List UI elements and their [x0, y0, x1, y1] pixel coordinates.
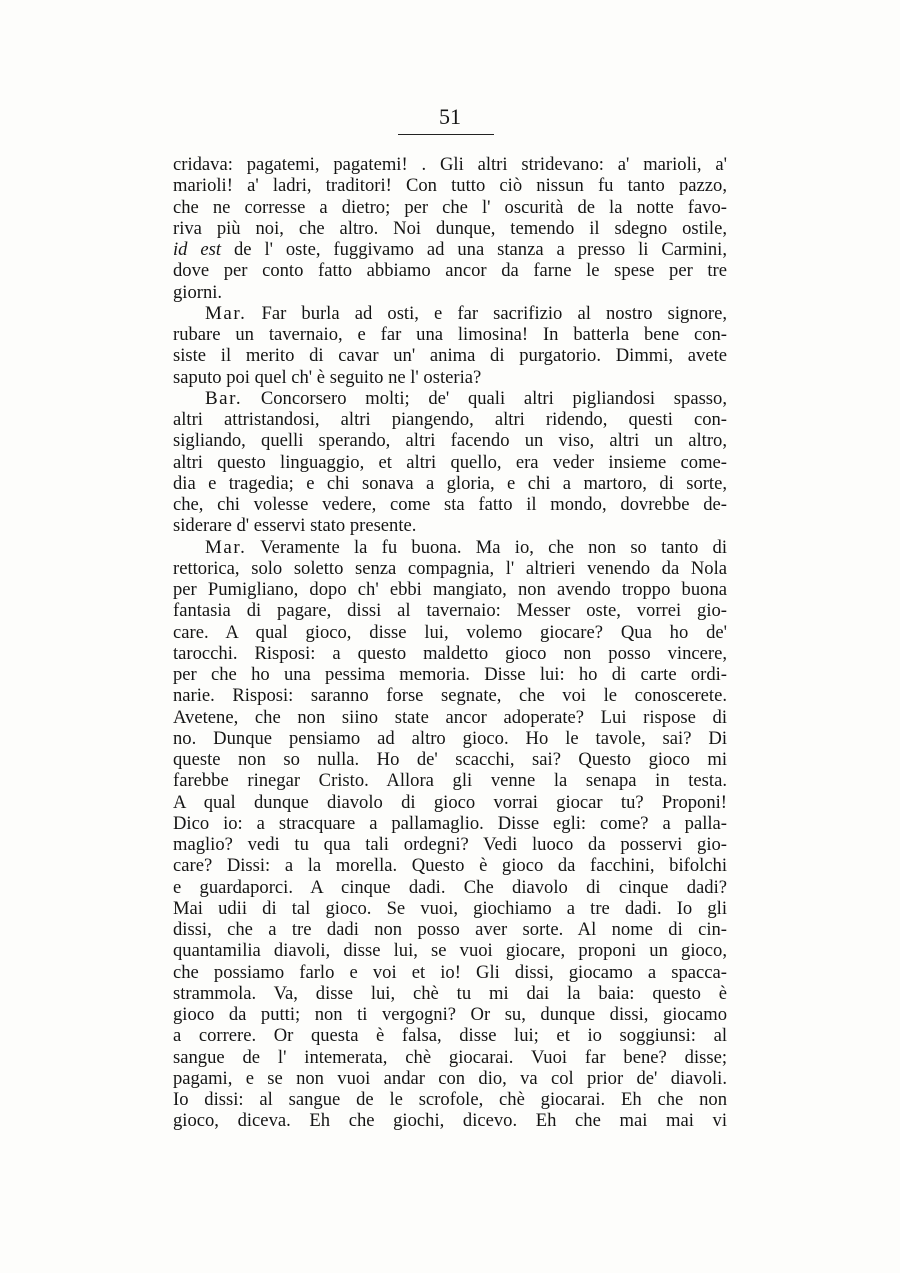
line-text: Io dissi: al sangue de le scrofole, chè giocarai. Eh che non: [173, 1089, 727, 1110]
text-line: [173, 494, 727, 515]
text-line: [173, 260, 727, 281]
body-text: [173, 154, 727, 1132]
line-text: de l' oste, fuggivamo ad una stanza a presso li Carmini,: [221, 239, 727, 260]
text-line: [173, 877, 727, 898]
page-number: 51: [439, 104, 461, 129]
text-line: [173, 409, 727, 430]
line-text: narie. Risposi: saranno forse segnate, che voi le conoscerete.: [173, 685, 727, 707]
text-line: [173, 643, 727, 664]
text-line: [173, 600, 727, 621]
line-text: saputo poi quel ch' è seguito ne l' osteria?: [173, 366, 482, 388]
line-text: Concorsero molti; de' quali altri pigliandosi spasso,: [242, 387, 727, 409]
line-text: care? Dissi: a la morella. Questo è gioco da facchini, bifolchi: [173, 855, 727, 877]
line-text: altri questo linguaggio, et altri quello, era veder insieme come-: [173, 451, 727, 473]
text-line: [173, 367, 727, 388]
text-line: [173, 558, 727, 579]
text-line: [173, 218, 727, 239]
line-text: Veramente la fu buona. Ma io, che non so tanto di: [246, 536, 727, 558]
line-text: dove per conto fatto abbiamo ancor da farne le spese per tre: [173, 260, 727, 282]
line-text: sangue de l' intemerata, chè giocarai. Vuoi far bene? disse;: [173, 1046, 727, 1068]
line-text: sigliando, quelli sperando, altri facendo un viso, altri un altro,: [173, 430, 727, 452]
line-text: rubare un tavernaio, e far una limosina! In batterla bene con-: [173, 324, 727, 345]
text-line: [173, 537, 727, 558]
text-line: [173, 749, 727, 770]
text-line: [173, 962, 727, 983]
line-text: marioli! a' ladri, traditori! Con tutto ciò nissun fu tanto pazzo,: [173, 175, 727, 197]
text-line: [173, 239, 727, 260]
line-text: tarocchi. Risposi: a questo maldetto gioco non posso vincere,: [173, 642, 727, 664]
text-line: [173, 770, 727, 791]
text-line: [173, 452, 727, 473]
line-text: fantasia di pagare, dissi al tavernaio: Messer oste, vorrei gio-: [173, 600, 727, 622]
line-text: per Pumigliano, dopo ch' ebbi mangiato, non avendo troppo buona: [173, 579, 727, 600]
line-text: cridava: pagatemi, pagatemi! . Gli altri stridevano: a' marioli, a': [173, 154, 727, 175]
line-text: care. A qual gioco, disse lui, volemo giocare? Qua ho de': [173, 621, 727, 643]
line-text: altri attristandosi, altri piangendo, altri ridendo, questi con-: [173, 409, 727, 430]
text-line: [173, 919, 727, 940]
text-line: [173, 792, 727, 813]
line-text: e guardaporci. A cinque dadi. Che diavolo di cinque dadi?: [173, 876, 727, 898]
text-line: [173, 664, 727, 685]
text-line: [173, 622, 727, 643]
text-line: [173, 813, 727, 834]
line-text: Mai udii di tal gioco. Se vuoi, giochiamo a tre dadi. Io gli: [173, 897, 727, 919]
text-line: [173, 1025, 727, 1046]
line-text: Far burla ad osti, e far sacrifizio al nostro signore,: [246, 302, 727, 324]
text-line: [173, 1047, 727, 1068]
line-text: queste non so nulla. Ho de' scacchi, sai? Questo gioco mi: [173, 749, 727, 770]
line-text: siderare d' esservi stato presente.: [173, 515, 417, 537]
text-line: [173, 430, 727, 451]
speaker-label: Mar.: [205, 536, 247, 558]
line-text: a correre. Or questa è falsa, disse lui; et io soggiunsi: al: [173, 1025, 727, 1047]
text-line: [173, 282, 727, 303]
speaker-label: Bar.: [205, 387, 243, 409]
text-line: [173, 707, 727, 728]
line-text: siste il merito di cavar un' anima di purgatorio. Dimmi, avete: [173, 345, 727, 367]
line-text: gioco da putti; non ti vergogni? Or su, dunque dissi, giocamo: [173, 1004, 727, 1025]
text-line: [173, 1089, 727, 1110]
line-text: gioco, diceva. Eh che giochi, dicevo. Eh che mai mai vi: [173, 1110, 727, 1132]
text-line: [173, 834, 727, 855]
text-line: [173, 388, 727, 409]
text-line: [173, 154, 727, 175]
text-line: [173, 855, 727, 876]
line-text: che possiamo farlo e voi et io! Gli dissi, giocamo a spacca-: [173, 961, 727, 983]
text-line: [173, 175, 727, 196]
line-text: pagami, e se non vuoi andar con dio, va col prior de' diavoli.: [173, 1067, 727, 1089]
line-text: per che ho una pessima memoria. Disse lui: ho di carte ordi-: [173, 664, 727, 685]
text-line: [173, 983, 727, 1004]
text-line: [173, 515, 727, 536]
line-text: strammola. Va, disse lui, chè tu mi dai la baia: questo è: [173, 982, 727, 1004]
text-line: [173, 685, 727, 706]
text-line: [173, 1004, 727, 1025]
line-text: maglio? vedi tu qua tali ordegni? Vedi luoco da posservi gio-: [173, 834, 727, 855]
text-line: [173, 940, 727, 961]
text-line: [173, 1068, 727, 1089]
text-line: [173, 197, 727, 218]
line-text: Avetene, che non siino state ancor adoperate? Lui rispose di: [173, 706, 727, 728]
text-line: [173, 579, 727, 600]
text-line: [173, 473, 727, 494]
text-line: [173, 324, 727, 345]
line-text: che ne corresse a dietro; per che l' oscurità de la notte favo-: [173, 196, 727, 218]
text-line: [173, 303, 727, 324]
line-text: giorni.: [173, 281, 223, 303]
text-line: [173, 1110, 727, 1131]
line-text: rettorica, solo soletto senza compagnia, l' altrieri venendo da Nola: [173, 557, 727, 579]
speaker-label: Mar.: [205, 302, 247, 324]
line-text: A qual dunque diavolo di gioco vorrai giocar tu? Proponi!: [173, 791, 727, 813]
line-text: dia e tragedia; e chi sonava a gloria, e chi a martoro, di sorte,: [173, 472, 727, 494]
text-line: [173, 728, 727, 749]
line-text: quantamilia diavoli, disse lui, se vuoi giocare, proponi un gioco,: [173, 940, 727, 962]
line-text: farebbe rinegar Cristo. Allora gli venne la senapa in testa.: [173, 770, 727, 792]
line-text: dissi, che a tre dadi non posso aver sorte. Al nome di cin-: [173, 919, 727, 940]
text-line: [173, 345, 727, 366]
line-text: che, chi volesse vedere, come sta fatto il mondo, dovrebbe de-: [173, 494, 727, 515]
line-text: no. Dunque pensiamo ad altro gioco. Ho le tavole, sai? Di: [173, 727, 727, 749]
line-text: Dico io: a stracquare a pallamaglio. Disse egli: come? a palla-: [173, 812, 727, 834]
line-text: riva più noi, che altro. Noi dunque, temendo il sdegno ostile,: [173, 217, 727, 239]
header-rule: [398, 134, 494, 135]
italic-phrase: id est: [173, 239, 222, 260]
text-line: [173, 898, 727, 919]
